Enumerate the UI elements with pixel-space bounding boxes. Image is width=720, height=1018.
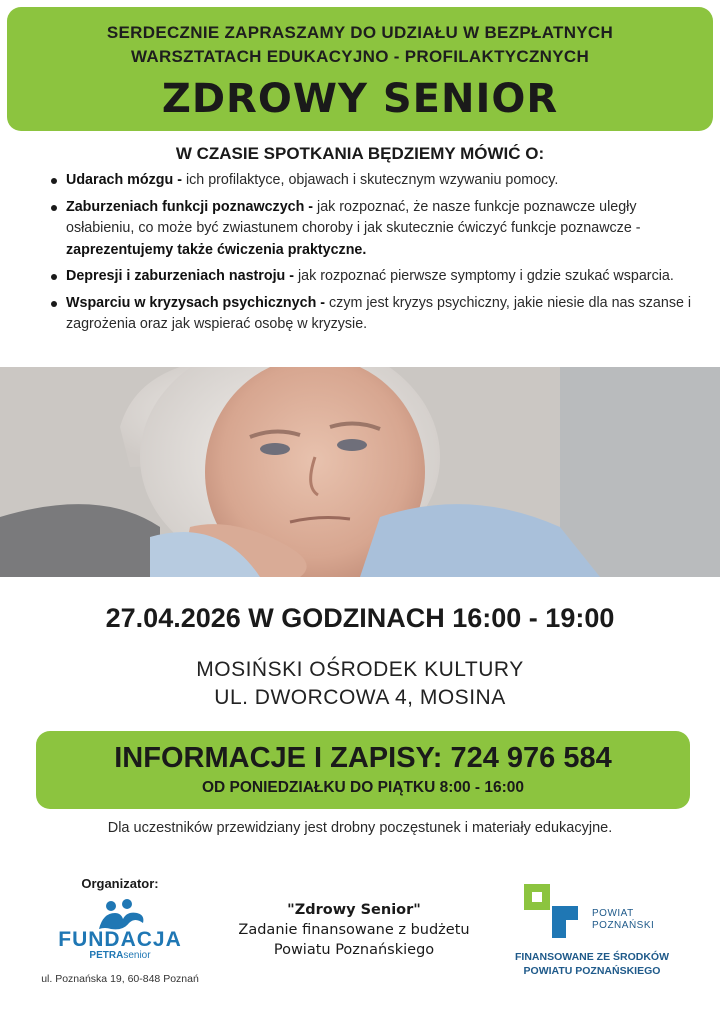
participants-note: Dla uczestników przewidziany jest drobny poczęstunek i materiały edukacyjne. [107, 820, 613, 836]
topic-title: Wsparciu w kryzysach psychicznych - [66, 294, 326, 311]
fundacja-petra-logo [55, 899, 185, 959]
people-icon [55, 899, 185, 931]
topics-heading: W CZASIE SPOTKANIA BĘDZIEMY MÓWIĆ O: [175, 144, 545, 163]
powiat-name-line-1: POWIAT [592, 908, 634, 919]
petra-senior-text [55, 950, 185, 961]
funding-source: Powiatu Poznańskiego [273, 942, 435, 958]
topic-item-depression [66, 266, 706, 288]
organizer-label: Organizator: [81, 876, 159, 891]
topic-item-crisis [66, 293, 706, 336]
organizer-address: ul. Poznańska 19, 60-848 Poznań [41, 973, 199, 985]
powiat-funding-line-1: FINANSOWANE ZE ŚRODKÓW [515, 951, 669, 963]
senior-woman-photo [0, 367, 720, 577]
registration-phone: INFORMACJE I ZAPISY: 724 976 584 [114, 742, 612, 774]
funding-line: Zadanie finansowane z budżetu [238, 922, 470, 938]
venue-address: UL. DWORCOWA 4, MOSINA [214, 686, 506, 709]
topic-description: czym jest kryzys psychiczny, jakie niesie dla nas szanse i zagrożenia oraz jak wspierać osobę w kryzysie. [66, 294, 692, 332]
topic-title: Udarach mózgu - [66, 172, 182, 188]
senior-woman-illustration [0, 367, 720, 577]
topic-title: Depresji i zaburzeniach nastroju - [66, 268, 295, 284]
powiat-funding-line-2: POWIATU POZNAŃSKIEGO [523, 965, 661, 977]
event-title: ZDROWY SENIOR [161, 76, 559, 122]
invitation-line-2: WARSZTATACH EDUKACYJNO - PROFILAKTYCZNYCH [130, 47, 590, 66]
invitation-line-1: SERDECZNIE ZAPRASZAMY DO UDZIAŁU W BEZPŁATNYCH [106, 23, 614, 42]
topics-list [50, 170, 706, 341]
venue-name: MOSIŃSKI OŚRODEK KULTURY [196, 658, 524, 681]
topic-description: jak rozpoznać pierwsze symptomy i gdzie szukać wsparcia. [294, 268, 674, 284]
powiat-poznanski-logo [508, 884, 676, 984]
event-venue [0, 656, 720, 712]
senior-text: senior [123, 950, 151, 961]
topic-item-cognitive [66, 197, 706, 262]
topic-description: jak rozpoznać, że nasze funkcje poznawcze uległy osłabieniu, co może być zwiastunem choroby i jak skutecznie ćwiczyć funkcje poznawcze - [66, 198, 641, 236]
powiat-emblem-icon [524, 884, 584, 942]
petra-text: PETRA [89, 950, 124, 961]
topic-title: Zaburzeniach funkcji poznawczych - [66, 198, 314, 215]
organizer-block [30, 876, 210, 985]
powiat-name-line-2: POZNAŃSKI [592, 920, 655, 931]
funding-statement [228, 900, 480, 960]
fundacja-text: FUNDACJA [58, 928, 182, 951]
topic-highlight: zaprezentujemy także ćwiczenia praktyczne. [66, 241, 367, 258]
info-banner [36, 731, 690, 809]
invitation-text [7, 21, 713, 69]
powiat-funding-text [508, 950, 676, 978]
event-datetime: 27.04.2026 W GODZINACH 16:00 - 19:00 [105, 603, 615, 633]
registration-hours: OD PONIEDZIAŁKU DO PIĄTKU 8:00 - 16:00 [201, 779, 525, 796]
topic-item-stroke [66, 170, 706, 192]
project-title: "Zdrowy Senior" [287, 902, 421, 918]
topic-description: ich profilaktyce, objawach i skutecznym wzywaniu pomocy. [181, 172, 559, 188]
powiat-name [592, 908, 654, 932]
header-banner [7, 7, 713, 131]
